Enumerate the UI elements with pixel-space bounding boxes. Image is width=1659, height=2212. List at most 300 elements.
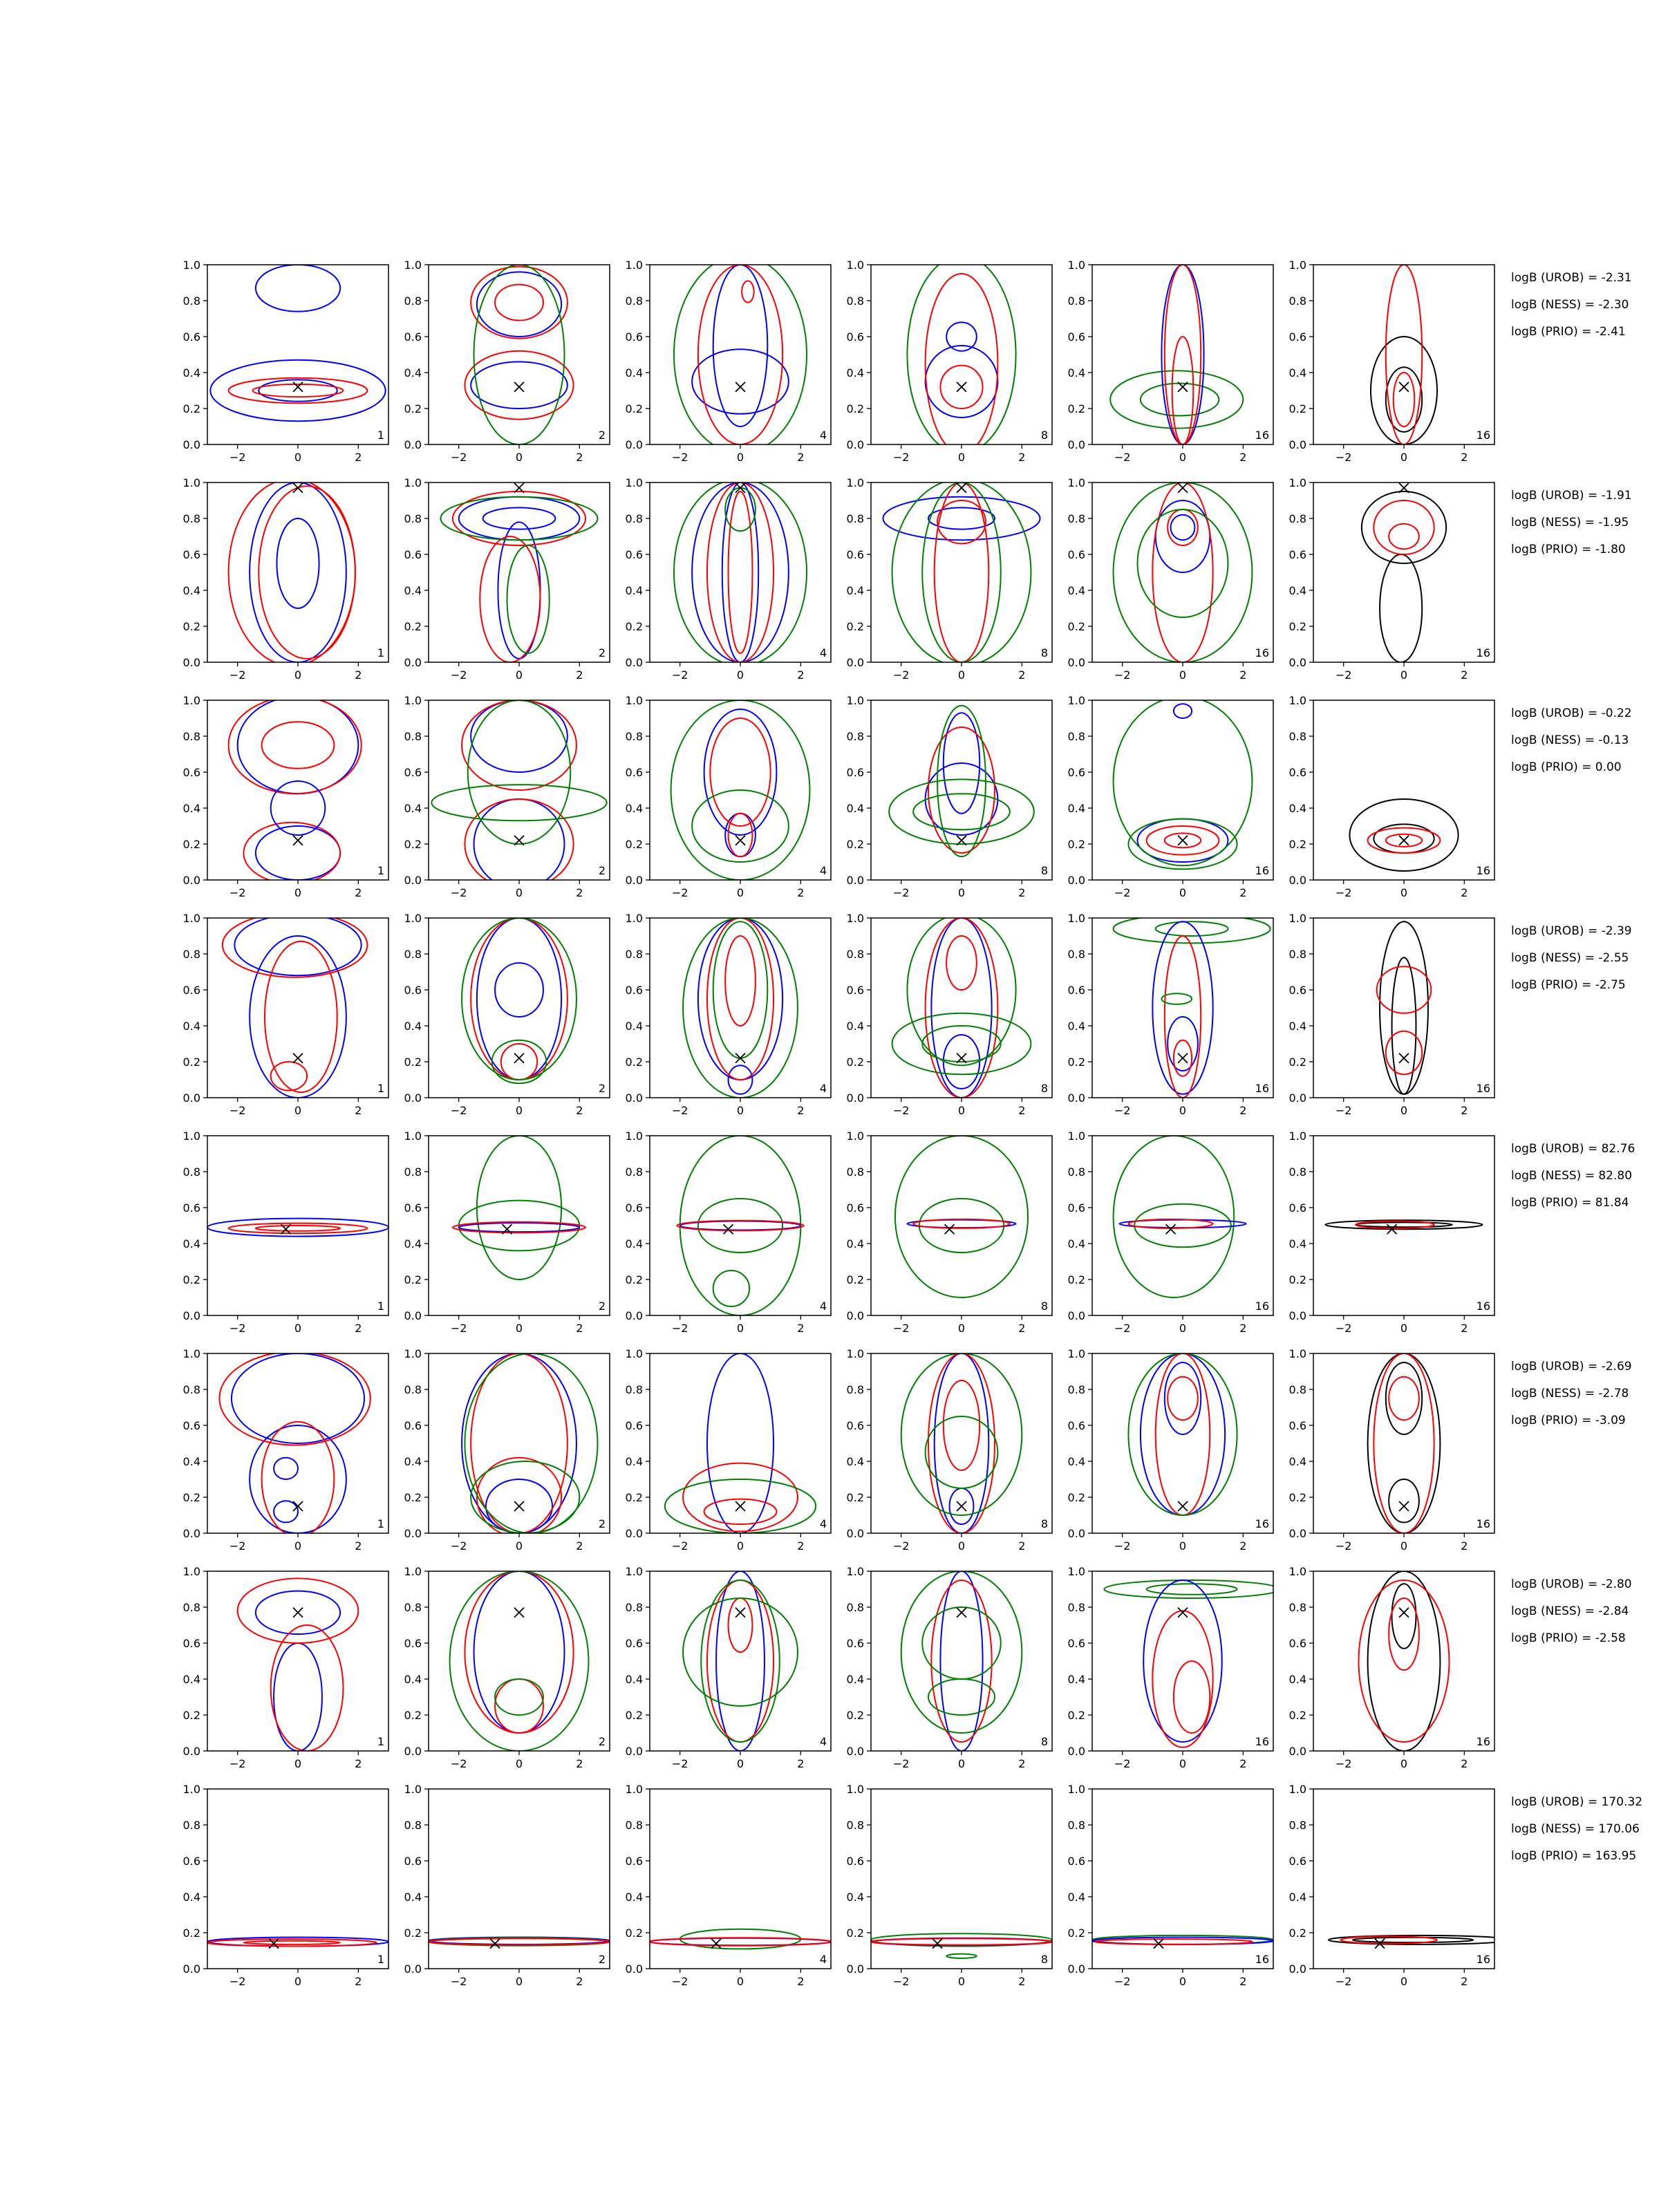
- y-tick-label: 1.0: [404, 1347, 422, 1360]
- y-tick-label: 0.8: [625, 1165, 643, 1179]
- y-tick-label: 0.0: [1288, 438, 1306, 451]
- y-tick-label: 0.8: [404, 1165, 422, 1179]
- y-tick-label: 1.0: [625, 694, 643, 707]
- panel-number-label: 4: [819, 1735, 827, 1748]
- y-tick-label: 1.0: [404, 1130, 422, 1143]
- panel-number-label: 16: [1255, 646, 1269, 659]
- panel-number-label: 4: [819, 864, 827, 877]
- y-tick-label: 0.6: [404, 330, 422, 344]
- panel-number-label: 8: [1040, 1517, 1048, 1530]
- y-tick-label: 0.8: [182, 294, 200, 308]
- y-tick-label: 0.4: [182, 1237, 200, 1250]
- x-tick-label: 0: [736, 1757, 744, 1770]
- y-tick-label: 1.0: [625, 912, 643, 925]
- x-tick-label: −2: [671, 1539, 688, 1553]
- y-tick-label: 0.6: [1067, 548, 1085, 561]
- logb-annotation: logB (UROB) = -2.80: [1511, 1577, 1632, 1591]
- x-tick-label: −2: [892, 1104, 910, 1117]
- x-tick-label: 2: [1461, 1539, 1468, 1553]
- x-tick-label: 2: [1239, 1104, 1247, 1117]
- x-tick-label: 0: [736, 1104, 744, 1117]
- x-tick-label: 2: [797, 1539, 805, 1553]
- y-tick-label: 0.6: [846, 548, 864, 561]
- x-tick-label: 2: [1239, 451, 1247, 464]
- y-tick-label: 0.2: [1067, 1273, 1085, 1286]
- y-tick-label: 0.8: [1067, 730, 1085, 743]
- y-tick-label: 0.6: [404, 984, 422, 997]
- x-tick-label: 2: [355, 1975, 362, 1988]
- y-tick-label: 0.2: [1288, 1273, 1306, 1286]
- x-tick-label: 2: [576, 1757, 583, 1770]
- y-tick-label: 1.0: [182, 1347, 200, 1360]
- y-tick-label: 0.4: [625, 1673, 643, 1686]
- y-tick-label: 0.8: [846, 948, 864, 961]
- panel-number-label: 1: [377, 429, 384, 442]
- y-tick-label: 0.0: [846, 656, 864, 669]
- y-tick-label: 0.6: [1067, 1855, 1085, 1868]
- panel-number-label: 8: [1040, 1735, 1048, 1748]
- panel-number-label: 16: [1255, 1082, 1269, 1095]
- logb-annotation: logB (PRIO) = 81.84: [1511, 1196, 1629, 1210]
- y-tick-label: 1.0: [1067, 1565, 1085, 1578]
- x-tick-label: 0: [294, 886, 302, 899]
- y-tick-label: 1.0: [625, 476, 643, 489]
- y-tick-label: 0.4: [1288, 1455, 1306, 1468]
- x-tick-label: 0: [1179, 1975, 1187, 1988]
- y-tick-label: 0.6: [1067, 1201, 1085, 1215]
- y-tick-label: 0.0: [1067, 1962, 1085, 1976]
- y-tick-label: 1.0: [1288, 1130, 1306, 1143]
- y-tick-label: 0.4: [1288, 1237, 1306, 1250]
- y-tick-label: 0.6: [625, 330, 643, 344]
- x-tick-label: 2: [1239, 668, 1247, 682]
- x-tick-label: −2: [1335, 1757, 1352, 1770]
- panel-number-label: 1: [377, 1082, 384, 1095]
- y-tick-label: 1.0: [625, 1565, 643, 1578]
- y-tick-label: 1.0: [182, 259, 200, 272]
- x-tick-label: 0: [294, 1975, 302, 1988]
- y-tick-label: 0.0: [1067, 874, 1085, 887]
- y-tick-label: 0.6: [846, 1419, 864, 1432]
- y-tick-label: 0.4: [1288, 1891, 1306, 1904]
- y-tick-label: 0.6: [182, 548, 200, 561]
- panel-number-label: 1: [377, 1735, 384, 1748]
- x-tick-label: 0: [1400, 1975, 1408, 1988]
- x-tick-label: 2: [355, 1322, 362, 1335]
- y-tick-label: 0.2: [625, 1056, 643, 1069]
- y-tick-label: 0.6: [625, 1855, 643, 1868]
- x-tick-label: 2: [1018, 1975, 1026, 1988]
- x-tick-label: −2: [450, 886, 467, 899]
- y-tick-label: 1.0: [182, 476, 200, 489]
- y-tick-label: 0.6: [182, 1201, 200, 1215]
- logb-annotation: logB (PRIO) = -1.80: [1511, 543, 1626, 556]
- y-tick-label: 0.8: [1288, 1383, 1306, 1396]
- y-tick-label: 0.0: [1288, 874, 1306, 887]
- y-tick-label: 0.6: [182, 766, 200, 779]
- y-tick-label: 0.2: [404, 838, 422, 851]
- y-tick-label: 1.0: [625, 259, 643, 272]
- x-tick-label: 2: [576, 1975, 583, 1988]
- panel-number-label: 1: [377, 1517, 384, 1530]
- x-tick-label: 0: [1179, 668, 1187, 682]
- panel-number-label: 16: [1255, 429, 1269, 442]
- x-tick-label: 2: [797, 1104, 805, 1117]
- x-tick-label: 0: [736, 886, 744, 899]
- logb-annotation: logB (PRIO) = -2.41: [1511, 325, 1626, 339]
- y-tick-label: 1.0: [182, 1565, 200, 1578]
- y-tick-label: 0.8: [846, 1819, 864, 1832]
- x-tick-label: 0: [736, 668, 744, 682]
- x-tick-label: −2: [1114, 1757, 1131, 1770]
- x-tick-label: 2: [1461, 1975, 1468, 1988]
- x-tick-label: −2: [892, 668, 910, 682]
- x-tick-label: −2: [450, 1322, 467, 1335]
- y-tick-label: 0.0: [1288, 1091, 1306, 1105]
- y-tick-label: 0.6: [404, 766, 422, 779]
- y-tick-label: 0.2: [1067, 838, 1085, 851]
- x-tick-label: −2: [1114, 451, 1131, 464]
- panel-number-label: 16: [1255, 1735, 1269, 1748]
- logb-annotation: logB (PRIO) = 0.00: [1511, 760, 1622, 774]
- y-tick-label: 0.8: [625, 512, 643, 525]
- y-tick-label: 1.0: [404, 912, 422, 925]
- x-tick-label: 2: [1239, 1975, 1247, 1988]
- y-tick-label: 0.6: [404, 1637, 422, 1650]
- y-tick-label: 1.0: [846, 1347, 864, 1360]
- y-tick-label: 0.2: [404, 1273, 422, 1286]
- x-tick-label: 2: [1461, 1757, 1468, 1770]
- x-tick-label: 2: [797, 886, 805, 899]
- x-tick-label: −2: [450, 1104, 467, 1117]
- x-tick-label: 0: [1179, 1104, 1187, 1117]
- y-tick-label: 0.2: [846, 1491, 864, 1504]
- y-tick-label: 0.0: [1288, 656, 1306, 669]
- y-tick-label: 0.4: [404, 1673, 422, 1686]
- y-tick-label: 0.0: [625, 1745, 643, 1758]
- y-tick-label: 0.6: [846, 1855, 864, 1868]
- y-tick-label: 0.6: [1288, 330, 1306, 344]
- y-tick-label: 0.8: [182, 1383, 200, 1396]
- x-tick-label: −2: [229, 451, 246, 464]
- x-tick-label: 2: [1239, 1757, 1247, 1770]
- x-tick-label: −2: [229, 1104, 246, 1117]
- y-tick-label: 1.0: [1288, 1783, 1306, 1796]
- y-tick-label: 0.0: [1067, 1309, 1085, 1322]
- x-tick-label: 2: [1461, 1322, 1468, 1335]
- y-tick-label: 0.8: [1067, 1819, 1085, 1832]
- y-tick-label: 1.0: [1288, 1347, 1306, 1360]
- y-tick-label: 0.6: [1067, 330, 1085, 344]
- logb-annotation: logB (PRIO) = -3.09: [1511, 1414, 1626, 1427]
- y-tick-label: 0.4: [182, 802, 200, 815]
- x-tick-label: −2: [671, 886, 688, 899]
- panel-number-label: 16: [1255, 1300, 1269, 1313]
- y-tick-label: 0.0: [404, 1309, 422, 1322]
- y-tick-label: 0.6: [625, 984, 643, 997]
- y-tick-label: 1.0: [404, 476, 422, 489]
- y-tick-label: 0.8: [182, 1819, 200, 1832]
- y-tick-label: 0.6: [1288, 548, 1306, 561]
- x-tick-label: 2: [355, 1539, 362, 1553]
- y-tick-label: 0.6: [846, 1637, 864, 1650]
- x-tick-label: 0: [1400, 451, 1408, 464]
- y-tick-label: 0.8: [1067, 1383, 1085, 1396]
- y-tick-label: 0.0: [625, 1527, 643, 1540]
- y-tick-label: 0.2: [404, 620, 422, 633]
- y-tick-label: 0.6: [846, 1201, 864, 1215]
- panel-number-label: 16: [1255, 1953, 1269, 1966]
- x-tick-label: 0: [515, 1975, 523, 1988]
- y-tick-label: 1.0: [1067, 694, 1085, 707]
- y-tick-label: 0.4: [404, 1891, 422, 1904]
- y-tick-label: 1.0: [625, 1130, 643, 1143]
- x-tick-label: −2: [229, 1757, 246, 1770]
- y-tick-label: 0.4: [846, 802, 864, 815]
- y-tick-label: 0.2: [182, 1927, 200, 1940]
- y-tick-label: 0.6: [1067, 766, 1085, 779]
- panel-number-label: 1: [377, 1953, 384, 1966]
- y-tick-label: 0.2: [182, 1056, 200, 1069]
- x-tick-label: 2: [1018, 451, 1026, 464]
- y-tick-label: 0.4: [404, 802, 422, 815]
- y-tick-label: 0.4: [404, 1455, 422, 1468]
- y-tick-label: 0.8: [625, 294, 643, 308]
- logb-annotation: logB (UROB) = -1.91: [1511, 489, 1632, 503]
- y-tick-label: 1.0: [404, 259, 422, 272]
- x-tick-label: −2: [1114, 1975, 1131, 1988]
- y-tick-label: 0.2: [625, 1709, 643, 1722]
- y-tick-label: 0.6: [404, 1201, 422, 1215]
- y-tick-label: 0.2: [1067, 1491, 1085, 1504]
- logb-annotation: logB (NESS) = -2.55: [1511, 951, 1629, 965]
- y-tick-label: 1.0: [1067, 476, 1085, 489]
- panel-number-label: 4: [819, 1082, 827, 1095]
- panel-number-label: 16: [1476, 1517, 1490, 1530]
- y-tick-label: 0.2: [625, 620, 643, 633]
- y-tick-label: 0.4: [182, 1673, 200, 1686]
- y-tick-label: 0.4: [1067, 1455, 1085, 1468]
- y-tick-label: 0.8: [625, 730, 643, 743]
- y-tick-label: 1.0: [625, 1347, 643, 1360]
- logb-annotation: logB (UROB) = -2.69: [1511, 1360, 1632, 1374]
- x-tick-label: −2: [1335, 451, 1352, 464]
- x-tick-label: 0: [736, 1975, 744, 1988]
- y-tick-label: 0.4: [1288, 802, 1306, 815]
- y-tick-label: 0.2: [182, 1709, 200, 1722]
- x-tick-label: 0: [957, 1757, 966, 1770]
- y-tick-label: 0.6: [625, 766, 643, 779]
- y-tick-label: 0.2: [1067, 620, 1085, 633]
- y-tick-label: 0.8: [1288, 1601, 1306, 1614]
- y-tick-label: 0.6: [625, 1637, 643, 1650]
- panel-number-label: 16: [1476, 429, 1490, 442]
- y-tick-label: 1.0: [1067, 1783, 1085, 1796]
- x-tick-label: 2: [1018, 886, 1026, 899]
- x-tick-label: −2: [671, 1975, 688, 1988]
- y-tick-label: 1.0: [1067, 1347, 1085, 1360]
- x-tick-label: 0: [1400, 1322, 1408, 1335]
- panel-number-label: 2: [598, 1082, 606, 1095]
- x-tick-label: −2: [1335, 1104, 1352, 1117]
- y-tick-label: 0.4: [182, 1891, 200, 1904]
- logb-annotation: logB (PRIO) = 163.95: [1511, 1849, 1637, 1863]
- x-tick-label: −2: [450, 1757, 467, 1770]
- y-tick-label: 0.2: [1067, 1927, 1085, 1940]
- x-tick-label: −2: [1114, 1539, 1131, 1553]
- panel-number-label: 16: [1476, 1082, 1490, 1095]
- x-tick-label: 2: [355, 886, 362, 899]
- y-tick-label: 0.0: [1067, 656, 1085, 669]
- y-tick-label: 0.8: [404, 1383, 422, 1396]
- y-tick-label: 0.0: [182, 1309, 200, 1322]
- x-tick-label: 0: [1400, 668, 1408, 682]
- x-tick-label: −2: [671, 1104, 688, 1117]
- y-tick-label: 0.8: [1288, 1165, 1306, 1179]
- y-tick-label: 0.8: [1067, 512, 1085, 525]
- x-tick-label: −2: [1335, 886, 1352, 899]
- logb-annotation: logB (UROB) = 82.76: [1511, 1142, 1635, 1156]
- x-tick-label: −2: [892, 1322, 910, 1335]
- x-tick-label: 2: [1018, 1104, 1026, 1117]
- y-tick-label: 0.4: [404, 1237, 422, 1250]
- y-tick-label: 0.0: [404, 1091, 422, 1105]
- y-tick-label: 0.2: [182, 620, 200, 633]
- x-tick-label: 0: [515, 1757, 523, 1770]
- y-tick-label: 0.8: [625, 1601, 643, 1614]
- y-tick-label: 0.6: [1288, 984, 1306, 997]
- y-tick-label: 0.2: [182, 1491, 200, 1504]
- x-tick-label: 0: [1179, 886, 1187, 899]
- panel-number-label: 8: [1040, 864, 1048, 877]
- y-tick-label: 0.0: [404, 656, 422, 669]
- y-tick-label: 0.2: [1288, 838, 1306, 851]
- y-tick-label: 0.8: [1067, 948, 1085, 961]
- y-tick-label: 1.0: [846, 694, 864, 707]
- y-tick-label: 0.0: [1288, 1527, 1306, 1540]
- y-tick-label: 0.6: [1288, 1855, 1306, 1868]
- y-tick-label: 0.4: [846, 366, 864, 379]
- x-tick-label: 0: [294, 1539, 302, 1553]
- y-tick-label: 0.4: [625, 1020, 643, 1033]
- x-tick-label: 2: [797, 668, 805, 682]
- x-tick-label: 2: [1239, 886, 1247, 899]
- x-tick-label: 2: [1461, 451, 1468, 464]
- y-tick-label: 0.8: [182, 1165, 200, 1179]
- x-tick-label: 2: [797, 1322, 805, 1335]
- y-tick-label: 1.0: [182, 1783, 200, 1796]
- y-tick-label: 1.0: [1288, 259, 1306, 272]
- y-tick-label: 0.2: [625, 1491, 643, 1504]
- y-tick-label: 1.0: [182, 912, 200, 925]
- y-tick-label: 0.6: [182, 1855, 200, 1868]
- y-tick-label: 1.0: [182, 1130, 200, 1143]
- y-tick-label: 0.8: [1288, 730, 1306, 743]
- y-tick-label: 0.4: [1288, 1673, 1306, 1686]
- y-tick-label: 0.8: [182, 512, 200, 525]
- y-tick-label: 0.6: [846, 984, 864, 997]
- x-tick-label: 2: [797, 1975, 805, 1988]
- logb-annotation: logB (PRIO) = -2.75: [1511, 978, 1626, 992]
- y-tick-label: 0.4: [625, 1891, 643, 1904]
- x-tick-label: −2: [1114, 1104, 1131, 1117]
- x-tick-label: 2: [576, 668, 583, 682]
- y-tick-label: 0.6: [846, 330, 864, 344]
- y-tick-label: 0.8: [625, 1819, 643, 1832]
- y-tick-label: 0.4: [625, 1455, 643, 1468]
- panel-number-label: 8: [1040, 1953, 1048, 1966]
- y-tick-label: 0.2: [182, 838, 200, 851]
- y-tick-label: 0.2: [1288, 1056, 1306, 1069]
- y-tick-label: 0.8: [1288, 512, 1306, 525]
- x-tick-label: 0: [515, 1322, 523, 1335]
- y-tick-label: 0.0: [182, 438, 200, 451]
- panel-number-label: 4: [819, 1300, 827, 1313]
- x-tick-label: −2: [1114, 1322, 1131, 1335]
- x-tick-label: 0: [957, 1322, 966, 1335]
- y-tick-label: 0.0: [1067, 1745, 1085, 1758]
- y-tick-label: 0.0: [625, 656, 643, 669]
- y-tick-label: 0.4: [182, 584, 200, 597]
- y-tick-label: 0.6: [182, 1637, 200, 1650]
- x-tick-label: 2: [1239, 1322, 1247, 1335]
- y-tick-label: 0.2: [182, 402, 200, 415]
- y-tick-label: 0.0: [846, 1962, 864, 1976]
- y-tick-label: 0.0: [1067, 1091, 1085, 1105]
- y-tick-label: 0.6: [404, 548, 422, 561]
- y-tick-label: 0.6: [625, 548, 643, 561]
- y-tick-label: 0.4: [625, 802, 643, 815]
- y-tick-label: 1.0: [1288, 694, 1306, 707]
- logb-annotation: logB (NESS) = -2.84: [1511, 1604, 1629, 1618]
- panel-number-label: 2: [598, 646, 606, 659]
- x-tick-label: −2: [892, 1757, 910, 1770]
- panel-number-label: 4: [819, 429, 827, 442]
- x-tick-label: 0: [1179, 1757, 1187, 1770]
- y-tick-label: 0.0: [846, 1309, 864, 1322]
- x-tick-label: 0: [957, 668, 966, 682]
- y-tick-label: 0.2: [404, 1927, 422, 1940]
- y-tick-label: 0.2: [1288, 1491, 1306, 1504]
- x-tick-label: −2: [671, 1322, 688, 1335]
- logb-annotation: logB (PRIO) = -2.58: [1511, 1631, 1626, 1645]
- y-tick-label: 1.0: [846, 1130, 864, 1143]
- y-tick-label: 0.2: [625, 838, 643, 851]
- y-tick-label: 0.6: [182, 1419, 200, 1432]
- y-tick-label: 0.4: [846, 1020, 864, 1033]
- logb-annotation: logB (NESS) = -2.78: [1511, 1387, 1629, 1400]
- x-tick-label: 0: [294, 1104, 302, 1117]
- y-tick-label: 0.8: [846, 1165, 864, 1179]
- x-tick-label: 2: [1461, 886, 1468, 899]
- y-tick-label: 0.0: [625, 1091, 643, 1105]
- panel-number-label: 1: [377, 864, 384, 877]
- y-tick-label: 1.0: [1067, 259, 1085, 272]
- x-tick-label: −2: [450, 1539, 467, 1553]
- x-tick-label: 2: [576, 451, 583, 464]
- logb-annotation: logB (NESS) = -1.95: [1511, 516, 1629, 529]
- x-tick-label: 0: [957, 886, 966, 899]
- x-tick-label: 0: [515, 886, 523, 899]
- x-tick-label: 2: [576, 1322, 583, 1335]
- y-tick-label: 0.2: [846, 1709, 864, 1722]
- y-tick-label: 0.0: [625, 438, 643, 451]
- y-tick-label: 1.0: [1067, 1130, 1085, 1143]
- x-tick-label: 0: [515, 451, 523, 464]
- y-tick-label: 0.8: [404, 294, 422, 308]
- y-tick-label: 0.8: [1067, 1165, 1085, 1179]
- y-tick-label: 0.6: [404, 1855, 422, 1868]
